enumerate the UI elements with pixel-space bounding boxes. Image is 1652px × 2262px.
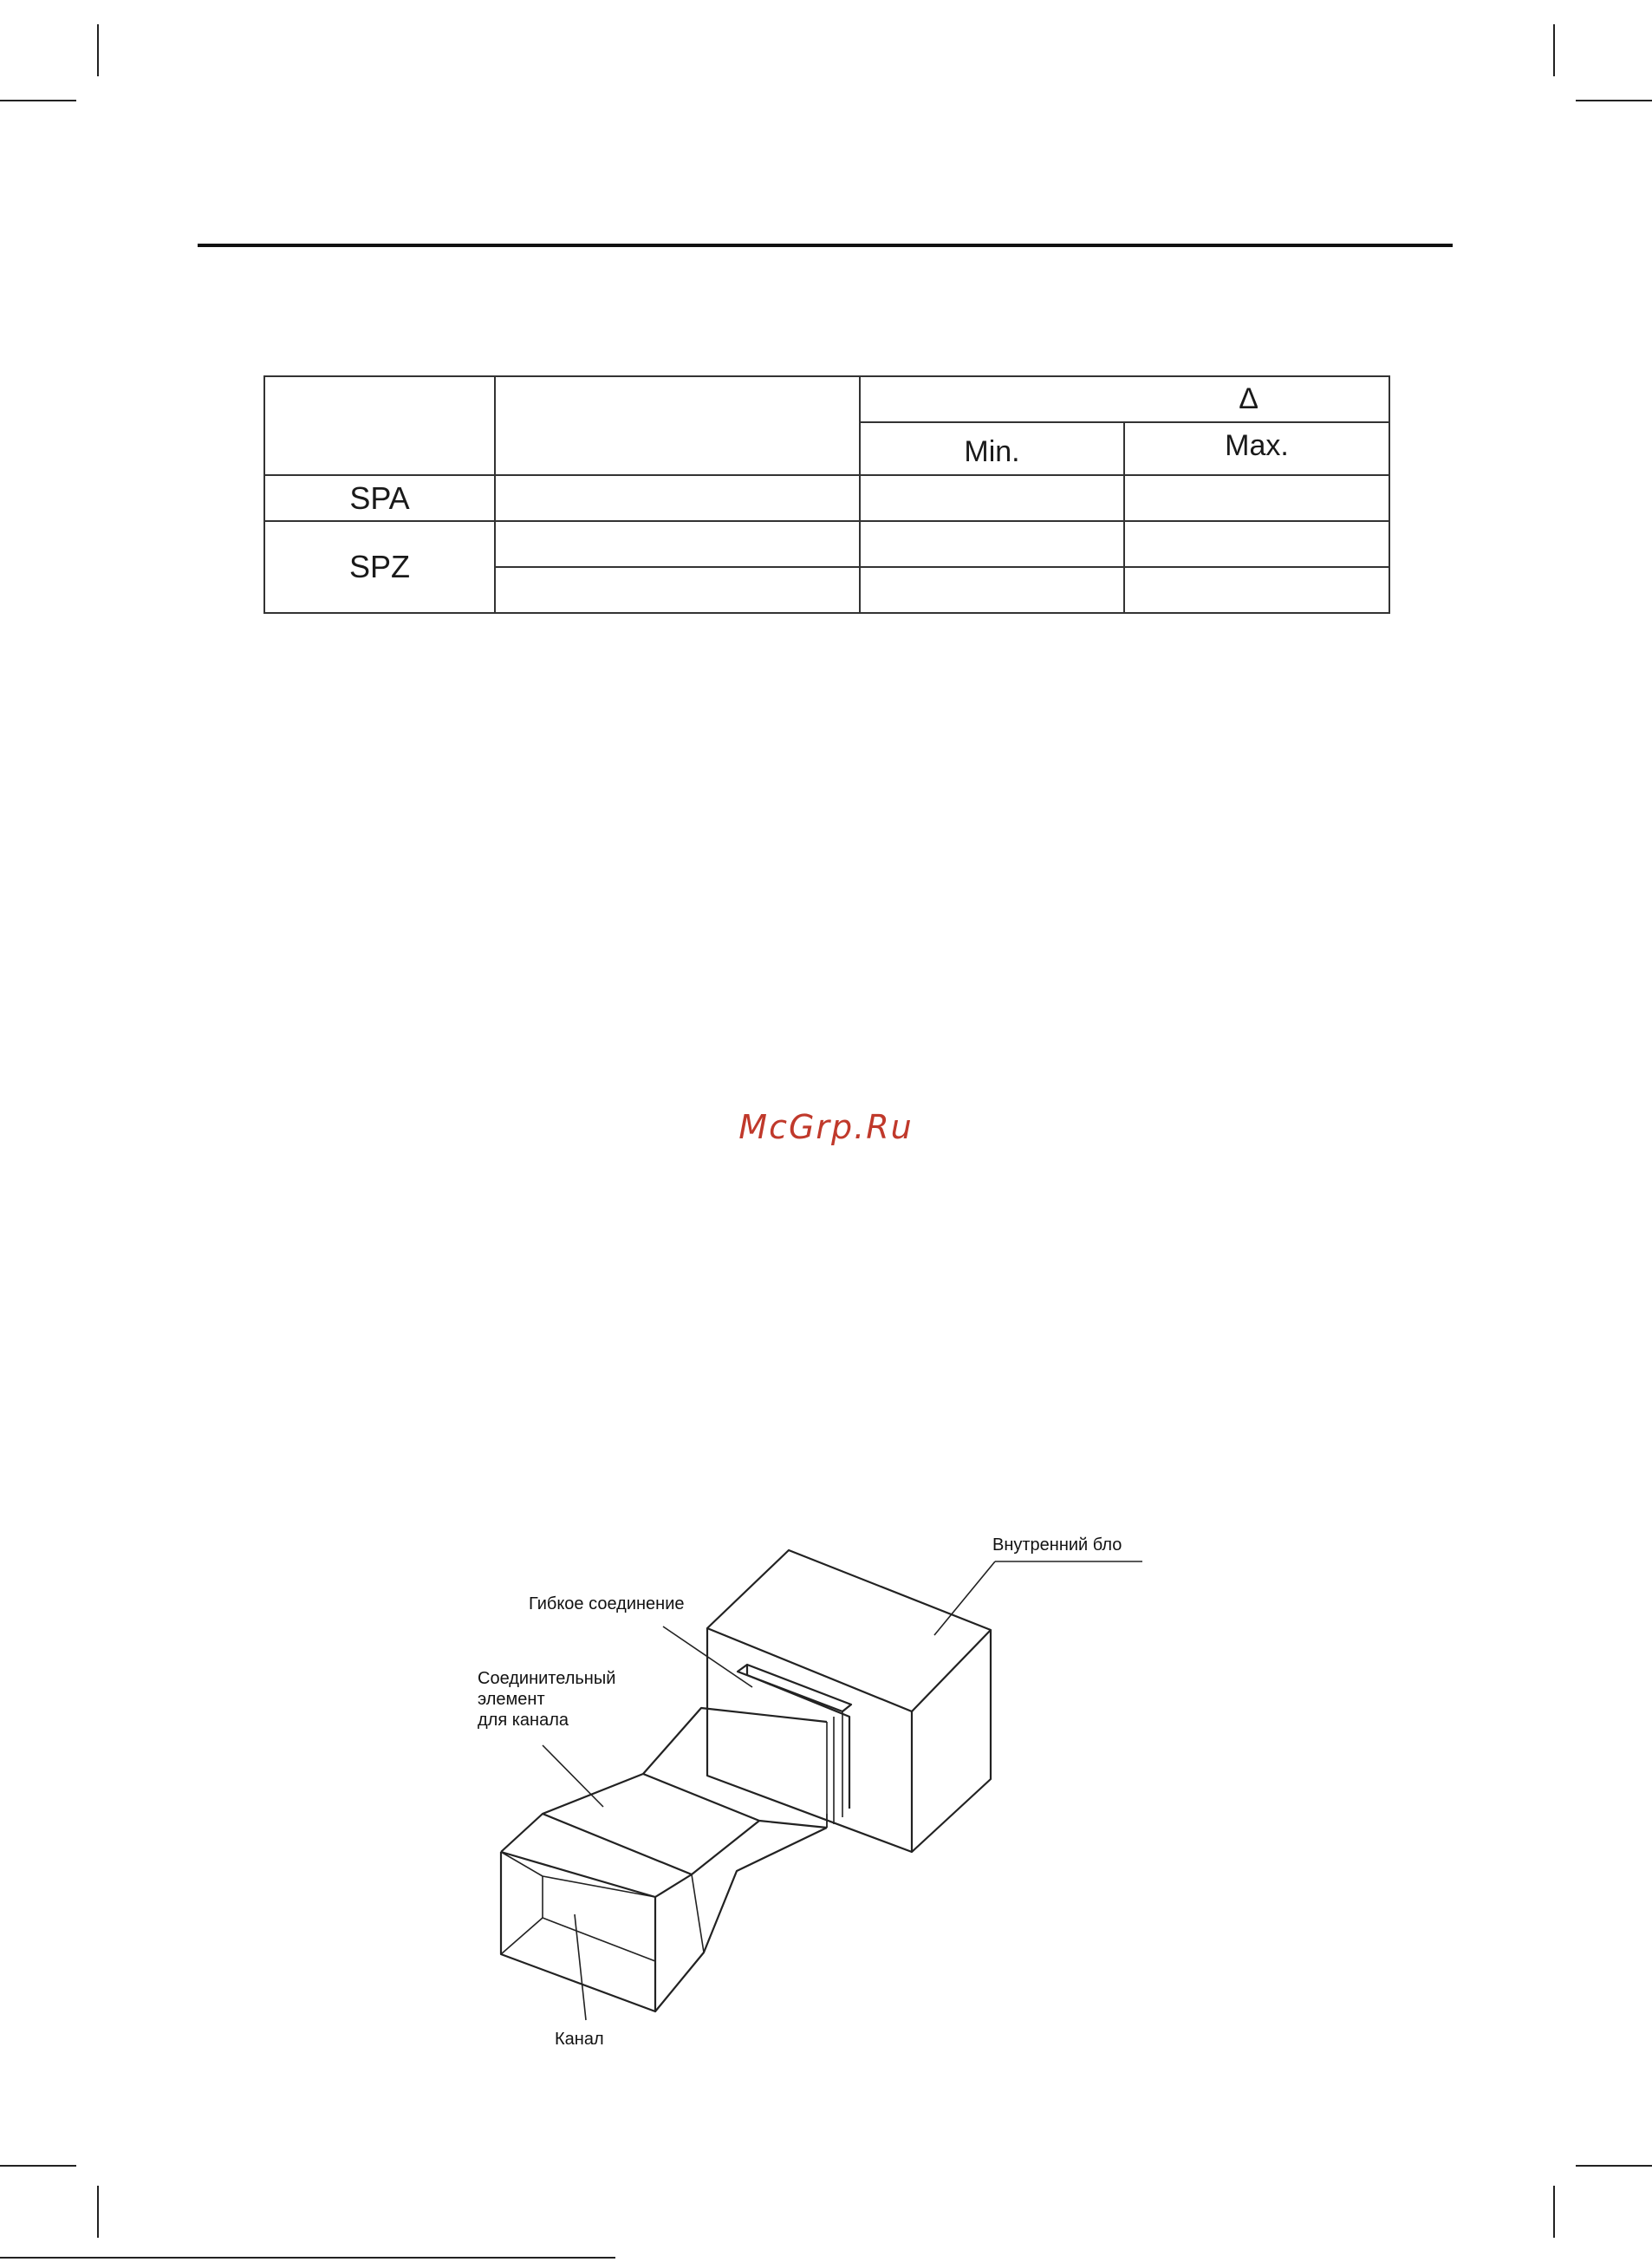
label-connector-line3: для канала	[478, 1711, 569, 1730]
label-duct: Канал	[555, 2030, 604, 2049]
row-label-spa: SPA	[264, 475, 495, 521]
row-label-spz: SPZ	[264, 521, 495, 613]
flexible-joint	[738, 1665, 851, 1828]
label-connector-line2: элемент	[478, 1690, 545, 1709]
max-header: Max.	[1225, 429, 1289, 462]
label-indoor-unit: Внутренний бло	[992, 1535, 1122, 1555]
min-header: Min.	[964, 435, 1020, 468]
label-flexible-joint: Гибкое соединение	[529, 1594, 685, 1613]
watermark: McGrp.Ru	[738, 1108, 914, 1146]
label-connector-line1: Соединительный	[478, 1669, 616, 1688]
delta-header: Δ	[1239, 382, 1259, 415]
